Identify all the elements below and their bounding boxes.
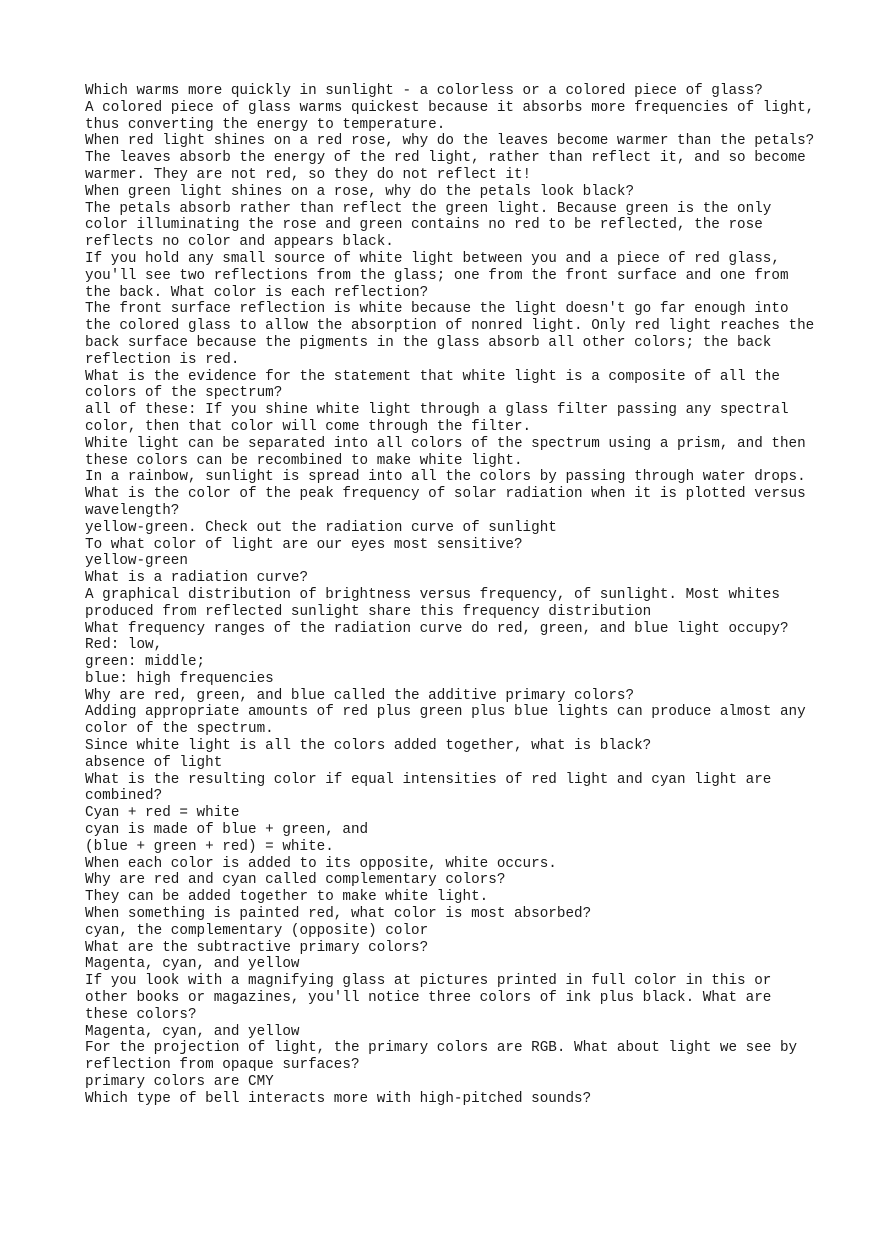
- text-line: Red: low,: [85, 637, 163, 654]
- text-line: Which type of bell interacts more with high-pitched sounds?: [85, 1090, 592, 1107]
- text-line: The leaves absorb the energy of the red light, rather than reflect it, and so become warmer. They are not red, so they do not reflect it!: [85, 150, 815, 183]
- text-line: Magenta, cyan, and yellow: [85, 1023, 300, 1040]
- text-line: Why are red, green, and blue called the additive primary colors?: [85, 687, 635, 704]
- text-line: If you hold any small source of white light between you and a piece of red glass, you'll see two reflections from the glass; one from the front surface and one from the back. What color is each reflection?: [85, 250, 798, 301]
- text-line: The front surface reflection is white because the light doesn't go far enough into the colored glass to allow the absorption of nonred light. Only red light reaches the back surface because the pigments in the glass absorb all other colors; the back reflection is red.: [85, 301, 823, 368]
- text-line: White light can be separated into all colors of the spectrum using a prism, and then these colors can be recombined to make white light.: [85, 435, 815, 469]
- text-line: absence of light: [85, 754, 223, 771]
- text-line: Which warms more quickly in sunlight - a colorless or a colored piece of glass?: [85, 83, 763, 99]
- text-line: (blue + green + red) = white.: [85, 838, 334, 855]
- text-line: Cyan + red = white: [85, 805, 240, 822]
- text-line: What is the evidence for the statement that white light is a composite of all the colors of the spectrum?: [85, 368, 789, 402]
- text-line: What is the color of the peak frequency of solar radiation when it is plotted versus wavelength?: [85, 486, 815, 519]
- text-line: They can be added together to make white light.: [85, 889, 489, 906]
- text-line: To what color of light are our eyes most sensitive?: [85, 536, 523, 553]
- text-line: The petals absorb rather than reflect the green light. Because green is the only color illuminating the rose and green contains no red to be reflected, the rose reflects no color and appears black.: [85, 200, 780, 251]
- text-line: If you look with a magnifying glass at pictures printed in full color in this or other books or magazines, you'll notice three colors of ink plus black. What are these colors?: [85, 973, 780, 1023]
- text-line: green: middle;: [85, 654, 206, 671]
- text-line: When red light shines on a red rose, why do the leaves become warmer than the petals?: [85, 133, 815, 150]
- text-line: What are the subtractive primary colors?: [85, 939, 429, 956]
- text-line: When green light shines on a rose, why do the petals look black?: [85, 183, 635, 200]
- text-line: Why are red and cyan called complementary colors?: [85, 872, 506, 889]
- document-body: [85, 83, 823, 1108]
- text-line: yellow-green: [85, 553, 188, 570]
- text-line: A colored piece of glass warms quickest because it absorbs more frequencies of light, thus converting the energy to temperature.: [85, 99, 823, 133]
- text-line: Magenta, cyan, and yellow: [85, 956, 300, 973]
- text-line: What is a radiation curve?: [85, 570, 309, 587]
- text-line: primary colors are CMY: [85, 1074, 274, 1091]
- text-line: What frequency ranges of the radiation curve do red, green, and blue light occupy?: [85, 620, 789, 637]
- text-line: Adding appropriate amounts of red plus green plus blue lights can produce almost any color of the spectrum.: [85, 704, 815, 738]
- text-line: What is the resulting color if equal intensities of red light and cyan light are combined?: [85, 771, 780, 805]
- text-line: When something is painted red, what color is most absorbed?: [85, 906, 592, 923]
- text-line: all of these: If you shine white light through a glass filter passing any spectral color, then that color will come through the filter.: [85, 402, 798, 435]
- text-line: For the projection of light, the primary colors are RGB. What about light we see by reflection from opaque surfaces?: [85, 1040, 806, 1074]
- text-line: yellow-green. Check out the radiation curve of sunlight: [85, 519, 557, 536]
- text-line: In a rainbow, sunlight is spread into all the colors by passing through water drops.: [85, 469, 806, 486]
- text-line: blue: high frequencies: [85, 670, 274, 687]
- text-line: When each color is added to its opposite, white occurs.: [85, 855, 557, 872]
- text-line: cyan, the complementary (opposite) color: [85, 922, 429, 939]
- text-line: A graphical distribution of brightness versus frequency, of sunlight. Most whites produced from reflected sunlight share this frequency distribution: [85, 586, 789, 620]
- text-line: cyan is made of blue + green, and: [85, 822, 369, 839]
- text-line: Since white light is all the colors added together, what is black?: [85, 738, 652, 755]
